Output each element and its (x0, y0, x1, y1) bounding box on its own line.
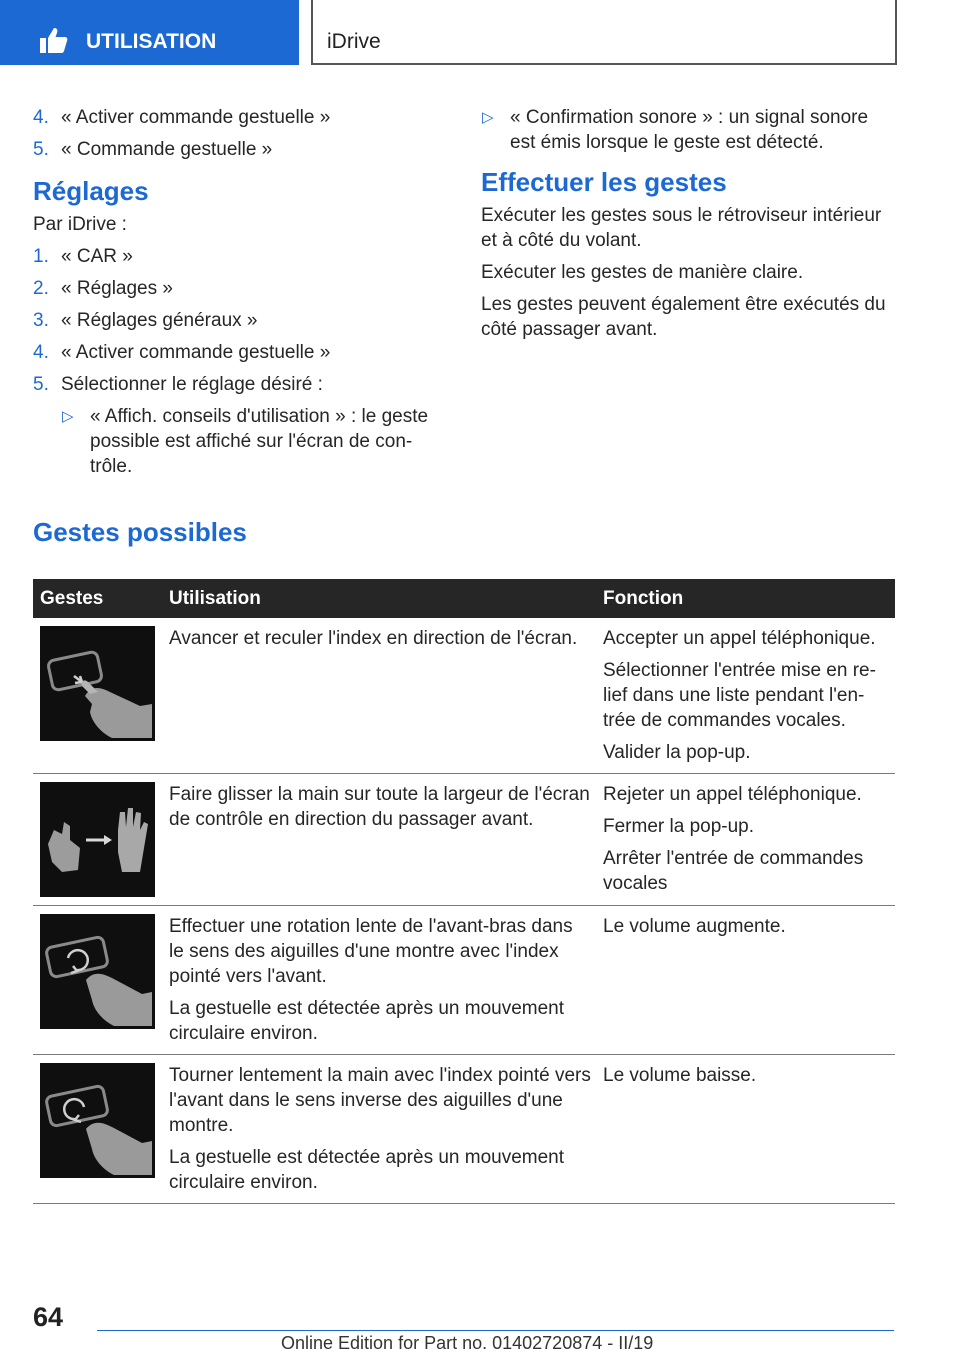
column-header: Utilisation (162, 579, 596, 618)
item-text: « Réglages » (61, 278, 173, 299)
section-tab (0, 0, 299, 65)
item-text: « Activer commande gestuelle » (61, 107, 331, 128)
heading-reglages: Réglages (33, 176, 149, 206)
right-column (481, 105, 894, 349)
item-number: 2. (33, 278, 49, 299)
function-text: Le volume baisse. (603, 1065, 757, 1086)
list-item (33, 340, 433, 365)
table-row (33, 906, 895, 1055)
usage-cell (162, 618, 596, 774)
function-cell (596, 774, 895, 906)
item-number: 3. (33, 310, 49, 331)
function-text: Accepter un appel téléphonique. (603, 628, 876, 649)
left-column (33, 105, 433, 486)
heading-gestes-possibles: Gestes possibles (33, 517, 247, 547)
item-text: « Commande gestuelle » (61, 139, 273, 160)
list-item (33, 105, 433, 130)
usage-text: Faire glisser la main sur toute la largeur de l'écran de contrôle en direction du passager avant. (169, 784, 590, 830)
function-text: Fermer la pop-up. (603, 816, 755, 837)
item-number: 5. (33, 374, 49, 395)
sub-item-text: « Confirmation sonore » : un signal sonore est émis lorsque le geste est détecté. (510, 107, 869, 153)
gesture-cell (33, 1055, 162, 1204)
item-text: « Activer commande gestuelle » (61, 342, 331, 363)
function-cell (596, 1055, 895, 1204)
gesture-cell (33, 906, 162, 1055)
item-number: 4. (33, 107, 49, 128)
function-cell (596, 906, 895, 1055)
edition-note: Online Edition for Part no. 01402720874 - II/19 (281, 1333, 654, 1353)
usage-text: La gestuelle est détectée après un mouvement circulaire environ. (169, 1147, 565, 1193)
list-item (33, 308, 433, 333)
list-item (33, 276, 433, 301)
paragraph: Les gestes peuvent également être exécutés du côté passager avant. (481, 294, 886, 340)
page-number: 64 (33, 1302, 64, 1332)
item-text: Sélectionner le réglage désiré : (61, 374, 323, 395)
column-header: Fonction (596, 579, 895, 618)
function-text: Valider la pop-up. (603, 742, 751, 763)
chapter-box (311, 0, 897, 65)
usage-text: Effectuer une rotation lente de l'avant-bras dans le sens des aiguilles d'une montre avec l'index pointé vers l'avant. (169, 916, 573, 987)
usage-text: La gestuelle est détectée après un mouvement circulaire environ. (169, 998, 565, 1044)
item-number: 1. (33, 246, 49, 267)
usage-text: Avancer et reculer l'index en direction de l'écran. (169, 628, 578, 649)
finger-tap-gesture-icon (40, 626, 155, 741)
usage-cell (162, 774, 596, 906)
rotate-counterclockwise-gesture-icon (40, 1063, 155, 1178)
item-number: 5. (33, 139, 49, 160)
item-number: 4. (33, 342, 49, 363)
gesture-cell (33, 618, 162, 774)
usage-text: Tourner lentement la main avec l'index pointé vers l'avant dans le sens inverse des aiguilles d'une montre. (169, 1065, 591, 1136)
function-cell (596, 618, 895, 774)
list-item (33, 244, 433, 269)
triangle-bullet-icon: ▷ (62, 408, 74, 425)
column-header: Gestes (33, 579, 162, 618)
item-text: « CAR » (61, 246, 133, 267)
list-item (33, 137, 433, 162)
list-item (33, 372, 433, 397)
gesture-cell (33, 774, 162, 906)
function-text: Sélectionner l'entrée mise en relief dans une liste pendant l'entrée de commandes vocales. (603, 660, 876, 731)
paragraph: Exécuter les gestes sous le rétroviseur intérieur et à côté du volant. (481, 205, 882, 251)
usage-cell (162, 906, 596, 1055)
chapter-title: iDrive (327, 30, 381, 53)
table-row (33, 1055, 895, 1204)
thumbs-up-icon (38, 26, 68, 54)
table-row (33, 774, 895, 906)
function-text: Le volume augmente. (603, 916, 786, 937)
item-text: « Réglages généraux » (61, 310, 258, 331)
function-text: Arrêter l'entrée de commandes vocales (603, 848, 864, 894)
usage-cell (162, 1055, 596, 1204)
hand-swipe-gesture-icon (40, 782, 155, 897)
triangle-bullet-icon: ▷ (482, 109, 494, 126)
rotate-clockwise-gesture-icon (40, 914, 155, 1029)
heading-effectuer: Effectuer les gestes (481, 167, 727, 197)
table-header-row (33, 579, 895, 618)
lead-text: Par iDrive : (33, 214, 127, 235)
section-title: UTILISATION (86, 30, 217, 53)
footer-divider (97, 1330, 894, 1331)
table-row (33, 618, 895, 774)
paragraph: Exécuter les gestes de manière claire. (481, 262, 804, 283)
sub-item (452, 105, 894, 155)
sub-item (33, 404, 433, 479)
gestures-table (33, 579, 895, 1204)
sub-item-text: « Affich. conseils d'utilisation » : le geste possible est affiché sur l'écran de contrôle. (90, 406, 429, 477)
function-text: Rejeter un appel téléphonique. (603, 784, 862, 805)
